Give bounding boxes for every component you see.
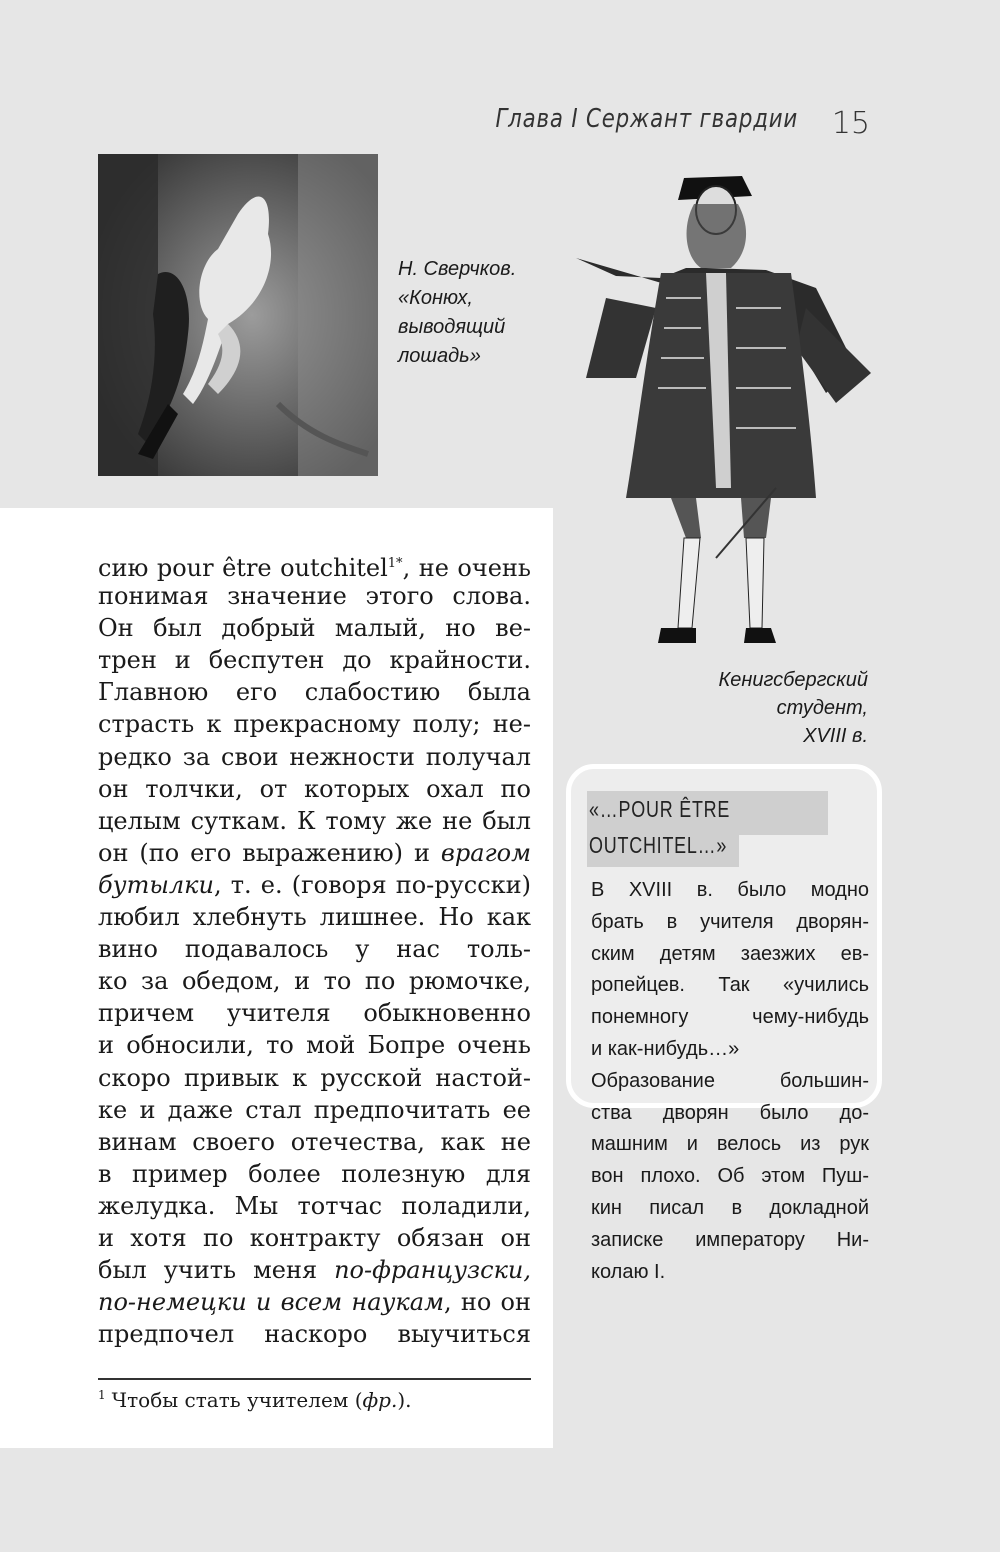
sidebar-line: В XVIII в. было модно xyxy=(591,879,869,901)
sidebar-line: машним и велось из рук xyxy=(591,1133,869,1156)
caption-line: студент, xyxy=(776,697,868,719)
text-line: редко за свои нежности получал xyxy=(98,742,531,771)
text-line: любил хлебнуть лишнее. Но как xyxy=(98,903,531,932)
text-line: по-немецки и всем наукам, но он xyxy=(98,1288,531,1317)
text-line: страсть к прекрасному полу; не- xyxy=(98,710,531,739)
text-line: в пример более полезную для xyxy=(98,1159,531,1188)
sidebar-line: кин писал в докладной xyxy=(591,1196,869,1219)
horse-painting-drawing xyxy=(98,154,378,476)
sidebar-line: записке императору Ни- xyxy=(591,1228,869,1251)
caption-line: XVIII в. xyxy=(803,725,868,747)
sidebar-line: колаю I. xyxy=(591,1260,666,1283)
text-line: ке и даже стал предпочитать ее xyxy=(98,1095,531,1124)
horse-painting-image xyxy=(98,154,378,476)
text-line: сию pour être outchitel$^{1*}$, не очень xyxy=(98,554,531,582)
text-line: вино подавалось у нас толь- xyxy=(98,935,531,964)
caption-line: лошадь» xyxy=(398,345,481,367)
caption-line: Н. Сверчков. xyxy=(398,258,517,280)
text-line: он толчки, от которых охал по xyxy=(98,774,531,803)
text-line: предпочел наскоро выучиться xyxy=(98,1320,531,1349)
text-line: и обносили, то мой Бопре очень xyxy=(98,1031,531,1060)
footnote-marker[interactable]: 1* xyxy=(387,556,403,571)
text-line: он (по его выражению) и врагом xyxy=(98,838,531,867)
page-number: 15 xyxy=(831,106,870,141)
text-line: винам своего отечества, как не xyxy=(98,1127,531,1156)
text-line: бутылки, т. е. (говоря по-русски) xyxy=(98,870,531,899)
footnote-number: 1 xyxy=(98,1388,106,1402)
student-engraving-image xyxy=(566,158,884,658)
caption-line: выводящий xyxy=(398,316,506,338)
sidebar-line: Образование большин- xyxy=(591,1069,869,1092)
horse-caption xyxy=(398,255,516,371)
sidebar-line: брать в учителя дворян- xyxy=(591,910,869,933)
student-caption xyxy=(718,666,868,750)
text-line: был учить меня по-французски, xyxy=(98,1256,531,1285)
text-line: трен и беспутен до крайности. xyxy=(98,646,531,675)
text-line: Главною его слабостию была xyxy=(98,678,531,707)
sidebar-body xyxy=(591,875,869,1288)
footnote: $^1$ Чтобы стать учителем (фр.). xyxy=(98,1388,412,1412)
text-line: скоро привык к русской настой- xyxy=(98,1063,531,1092)
main-text xyxy=(98,548,531,1350)
text-line: целым суткам. К тому же не был xyxy=(98,806,531,835)
text-line: ко за обедом, и то по рюмочке, xyxy=(98,967,531,996)
text-line: причем учителя обыкновенно xyxy=(98,999,531,1028)
footnote-divider xyxy=(98,1378,531,1380)
sidebar-line: ропейцев. Так «учились xyxy=(591,974,869,997)
caption-line: «Конюх, xyxy=(398,287,473,309)
sidebar-title: «…POUR ÊTRE OUTCHITEL…» xyxy=(589,796,731,858)
text-line: понимая значение этого слова. xyxy=(98,582,531,611)
sidebar-note-box xyxy=(566,764,882,1283)
sidebar-line: вон плохо. Об этом Пуш- xyxy=(591,1165,869,1188)
sidebar-line: ства дворян было до- xyxy=(591,1101,869,1124)
page-header xyxy=(0,98,1000,148)
student-engraving-drawing xyxy=(566,158,884,658)
text-line: Он был добрый малый, но ве- xyxy=(98,614,531,643)
text-line: и хотя по контракту обязан он xyxy=(98,1223,531,1252)
caption-line: Кенигсбергский xyxy=(718,669,868,691)
running-head: Глава I Сержант гвардии xyxy=(495,104,798,134)
sidebar-line: и как-нибудь…» xyxy=(591,1037,740,1060)
sidebar-line: ским детям заезжих ев- xyxy=(591,942,869,965)
text-line: желудка. Мы тотчас поладили, xyxy=(98,1191,531,1220)
sidebar-line: понемногу чему-нибудь xyxy=(591,1006,869,1029)
main-text-panel xyxy=(0,508,553,1448)
